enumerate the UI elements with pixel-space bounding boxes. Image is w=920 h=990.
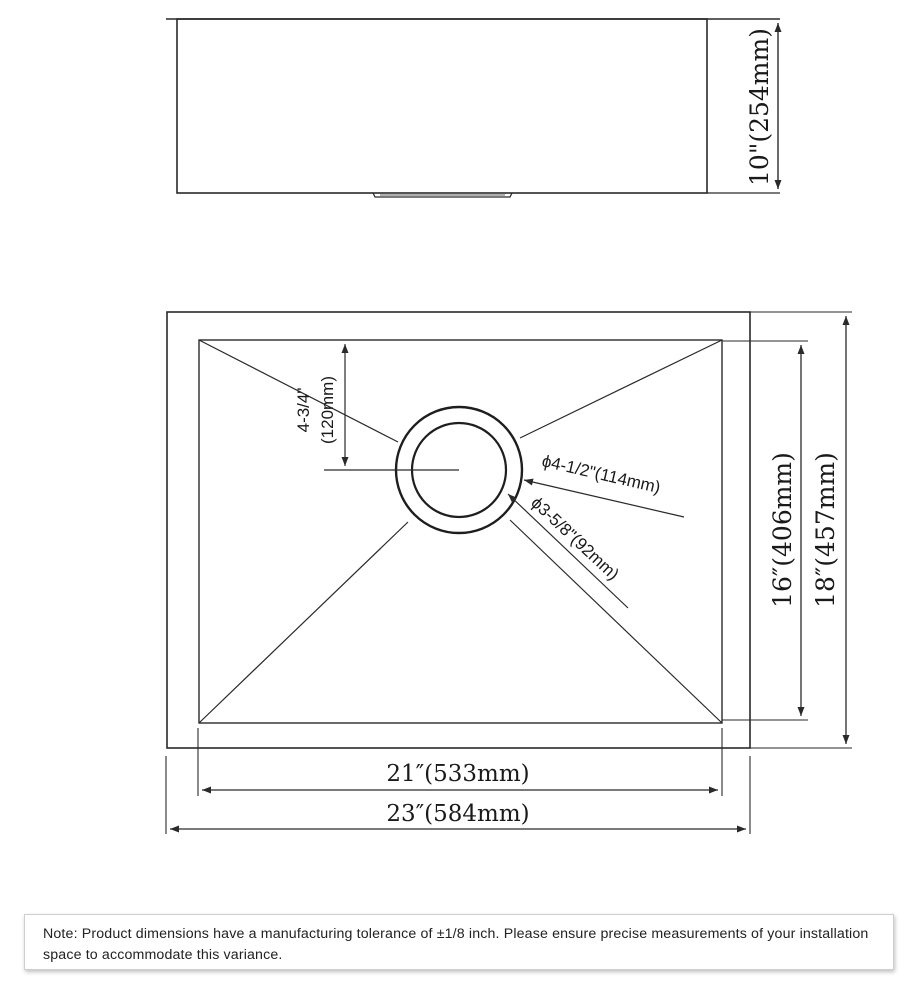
drain-offset-label-metric: (120mm) (318, 375, 337, 445)
outer-width-label: 23″(584mm) (386, 801, 530, 827)
tolerance-note-box (24, 914, 894, 970)
side-view-sink-body (177, 19, 707, 193)
basin-slope-line (520, 340, 722, 438)
basin-slope-line (510, 520, 722, 723)
side-view (166, 19, 780, 197)
drain-inner-diameter-label: ϕ3-5/8"(92mm) (527, 493, 623, 584)
top-view (166, 312, 852, 834)
drain-inner-diameter-leader (508, 494, 628, 608)
drain-offset-label-imperial: 4-3/4" (294, 387, 313, 433)
top-view-inner-basin (199, 340, 722, 723)
tolerance-note-text: Note: Product dimensions have a manufacturing tolerance of ±1/8 inch. Please ensure precise measurements of your installation space to accommodate this variance. (43, 926, 869, 963)
top-view-outer-rim (167, 312, 750, 748)
drain-outer-diameter-label: ϕ4-1/2"(114mm) (540, 451, 663, 498)
side-view-height-label: 10"(254mm) (745, 28, 774, 186)
outer-length-label: 18″(457mm) (811, 452, 840, 608)
inner-length-label: 16″(406mm) (768, 452, 797, 608)
inner-width-label: 21″(533mm) (386, 761, 530, 787)
basin-slope-line (199, 522, 408, 723)
